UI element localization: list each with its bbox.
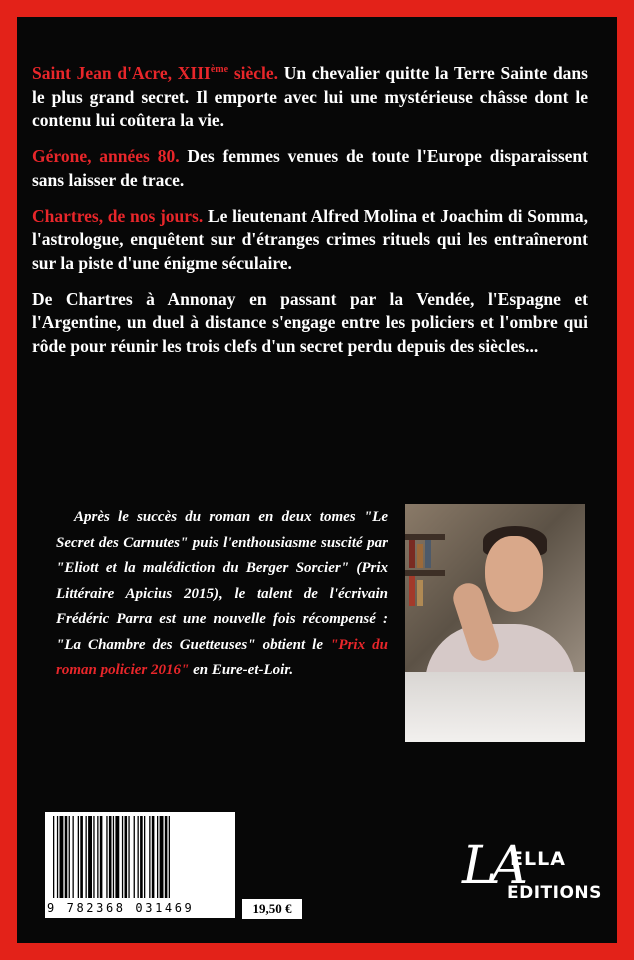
barcode-bar <box>73 816 74 900</box>
barcode-bar <box>122 816 123 900</box>
barcode-bar <box>157 816 158 900</box>
barcode-bar <box>115 816 119 900</box>
barcode-bar <box>53 816 54 900</box>
barcode-bar <box>149 816 150 900</box>
price-label: 19,50 € <box>242 899 302 919</box>
publisher-logo <box>462 838 602 918</box>
publisher-name-top: ELLA <box>510 848 566 870</box>
barcode-bar <box>138 816 139 900</box>
barcode-bar <box>165 816 168 900</box>
isbn-barcode <box>45 812 235 900</box>
barcode-bar <box>106 816 107 900</box>
synopsis-paragraph-3: Chartres, de nos jours. Le lieutenant Alfred Molina et Joachim di Somma, l'astrologue, enquêtent sur d'étranges crimes rituels qui les entraîneront sur la piste d'une énigme séculaire. <box>32 205 588 273</box>
barcode-bar <box>125 816 128 900</box>
isbn-number: 9 782368 031469 <box>45 898 235 918</box>
barcode-bar <box>128 816 129 900</box>
author-note: Après le succès du roman en deux tomes "Le Secret des Carnutes" puis l'enthousiasme suscité par "Eliott et la malédiction du Berger Sorcier" (Prix Littéraire Apicius 2015), le talent de l'écrivain Frédéric Parra est une nouvelle fois récompensé : "La Chambre des Guetteuses" obtient le "Prix du roman policier 2016" en Eure-et-Loir. <box>56 509 389 678</box>
place-heading: Gérone, années 80. <box>32 146 180 166</box>
place-heading: Chartres, de nos jours. <box>32 205 204 226</box>
barcode-bar <box>109 816 112 900</box>
synopsis-paragraph-2: Gérone, années 80. Des femmes venues de toute l'Europe disparaissent sans laisser de trace. <box>32 146 588 190</box>
barcode-bar <box>65 816 68 900</box>
barcode-bar <box>169 816 170 900</box>
barcode-bar <box>152 816 155 900</box>
barcode-bar <box>160 816 164 900</box>
barcode-bar <box>113 816 114 900</box>
prize-name: "Prix du roman policier 2016" <box>56 636 389 678</box>
barcode-bar <box>134 816 135 900</box>
barcode-bar <box>88 816 92 900</box>
barcode-bar <box>57 816 58 900</box>
synopsis-paragraph-1: Saint Jean d'Acre, XIIIème siècle. Un chevalier quitte la Terre Sainte dans le plus grand secret. Il emporte avec lui une mystérieuse châsse dont le contenu lui coûtera la vie. <box>32 63 588 130</box>
barcode-bar <box>144 816 145 900</box>
barcode-bar <box>100 816 103 900</box>
barcode-bar <box>93 816 94 900</box>
synopsis <box>32 62 588 371</box>
publisher-name-bottom: EDITIONS <box>507 883 602 903</box>
barcode-bar <box>69 816 70 900</box>
barcode-bar <box>140 816 143 900</box>
publisher-mark: LA <box>462 836 523 896</box>
place-heading: Saint Jean d'Acre, XIIIème siècle. <box>32 63 279 83</box>
barcode-bar <box>78 816 79 900</box>
barcode-bar <box>80 816 83 900</box>
barcode-bar <box>86 816 87 900</box>
author-photo <box>405 504 585 742</box>
barcode-bar <box>60 816 64 900</box>
synopsis-paragraph-4: De Chartres à Annonay en passant par la Vendée, l'Espagne et l'Argentine, un duel à distance s'engage entre les policiers et l'ombre qui rôde pour réunir les trois clefs d'un secret perdu depuis des siècles... <box>32 288 588 356</box>
barcode-bar <box>97 816 98 900</box>
